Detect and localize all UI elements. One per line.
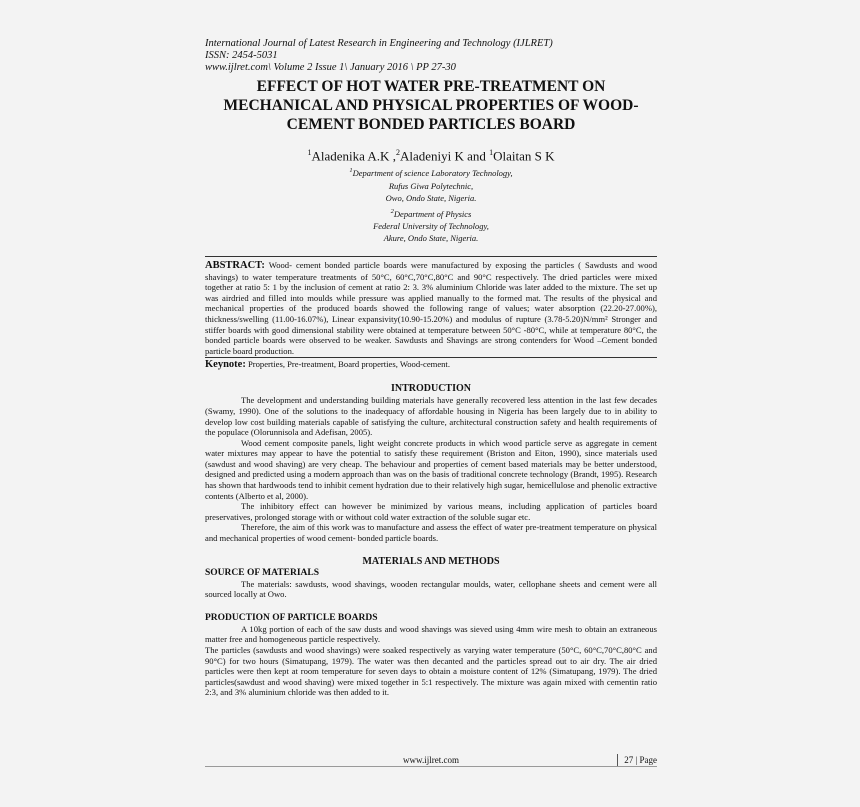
abstract-label: ABSTRACT: bbox=[205, 259, 265, 271]
affiliation-1-line-3: Owo, Ondo State, Nigeria. bbox=[385, 193, 477, 204]
affiliation-2-line-2: Federal University of Technology, bbox=[373, 220, 489, 231]
abstract bbox=[205, 260, 657, 356]
introduction-paragraph-3: The inhibitory effect can however be minimized by various means, including application of particles board preservatives, prolonged storage with or without cold water extraction of the soluble sugar etc. bbox=[205, 501, 657, 522]
author-1: Aladenika A.K , bbox=[311, 148, 396, 164]
affiliation-2-line-1 bbox=[205, 206, 657, 220]
keywords-label: Keynote: bbox=[205, 359, 246, 371]
author-3-affiliation-mark: 1 bbox=[489, 148, 494, 157]
footer-url: www.ijlret.com bbox=[403, 755, 459, 765]
affiliation-1-mark: 1 bbox=[349, 167, 353, 175]
production-heading: PRODUCTION OF PARTICLE BOARDS bbox=[205, 612, 378, 623]
footer-rule bbox=[205, 766, 657, 767]
page-content bbox=[205, 38, 657, 698]
affiliation-2-line-3: Akure, Ondo State, Nigeria. bbox=[383, 233, 479, 244]
author-2: Aladeniyi K and bbox=[399, 148, 490, 164]
affiliation-2-mark: 2 bbox=[390, 207, 394, 215]
methods-heading: MATERIALS AND METHODS bbox=[362, 555, 500, 567]
journal-header bbox=[205, 38, 657, 74]
source-paragraph: The materials: sawdusts, wood shavings, wooden rectangular moulds, water, cellophane sheets and cement were all sourced locally at Owo. bbox=[205, 578, 657, 600]
author-2-affiliation-mark: 2 bbox=[395, 148, 400, 157]
abstract-text: Wood- cement bonded particle boards were manufactured by exposing the particles ( Sawdusts and wood shavings) to water temperature treatments of 50°C, 60°C,70°C,80°C and 90°C respectively. The dried particles were mixed together at ratio 5: 1 by the inclusion of cement at ratio 2: 3. 3% aluminium Chloride was later added to the mixture. The set up was airdried and filled into moulds while pressure was applied manually to the formed mat. The results of the physical and mechanical properties of the produced boards showed the following range of values; water absorption (22.20-27.00%), thickness/swelling (11.00-16.07%), Linear expansivity(10.90-15.20%) and modulus of rupture (3.78-5.20)N/mm² Stronger and stiffer boards with good dimensional stability were obtained at temperature between 50°C -80°C, while at temperature 80°C, the bonded particle boards were observed to be weaker. Sawdusts and Shavings are strong contenders for Wood –Cement bonded particle board production. bbox=[205, 259, 657, 356]
issn: ISSN: 2454-5031 bbox=[205, 50, 278, 61]
affiliations bbox=[205, 165, 657, 245]
source-heading: SOURCE OF MATERIALS bbox=[205, 567, 320, 578]
affiliation-1-department: Department of science Laboratory Technology, bbox=[352, 168, 513, 179]
page-footer bbox=[205, 754, 657, 766]
introduction-paragraph-2: Wood cement composite panels, light weight concrete products in which wood particle serve as aggregate in cement water mixtures may appear to have the potential to satisfy these requirement (Briston and Eiton, 1990), since materials used (sawdust and wood shaving) are very cheap. The behaviour and properties of cement based materials may be better understood, designed and predicted using a modern approach than was on the basis of traditional concrete technology (Brandt, 1995). Research has shown that hardwoods tend to inhibit cement hydration due to their relatively high sugar, hemicellulose and phenolic extractive contents (Alberto et al, 2000). bbox=[205, 437, 657, 501]
page-number: 27 | Page bbox=[617, 754, 657, 766]
author-3: Olaitan S K bbox=[493, 148, 555, 164]
author-list bbox=[205, 148, 657, 164]
journal-name: International Journal of Latest Research in Engineering and Technology (IJLRET) bbox=[205, 38, 553, 49]
abstract-box bbox=[205, 256, 657, 358]
issue-info: www.ijlret.com\ Volume 2 Issue 1\ January 2016 \ PP 27-30 bbox=[205, 62, 456, 73]
keywords bbox=[205, 358, 657, 371]
introduction-paragraph-1: The development and understanding building materials have generally recovered less attention in the last few decades (Swamy, 1990). One of the solutions to the inadequacy of affordable housing in Nigeria has been largely due to in ability to develop low cost building materials capable of satisfying the culture, architectural construction safety and health requirements of the populace (Olorunnisola and Adefisan, 2005). bbox=[205, 395, 657, 438]
introduction-paragraph-4: Therefore, the aim of this work was to manufacture and assess the effect of water pre-treatment temperature on physical and mechanical properties of wood cement- bonded particle boards. bbox=[205, 522, 657, 544]
production-paragraph-1: A 10kg portion of each of the saw dusts and wood shavings was sieved using 4mm wire mesh to obtain an extraneous matter free and homogeneous particle respectively. bbox=[205, 623, 657, 645]
production-paragraph-2: The particles (sawdusts and wood shavings) were soaked respectively as varying water temperature (50°C, 60°C,70°C,80°C and 90°C) for two hours (Simatupang, 1979). The water was then decanted and the particles spread out to air dry. The air dried particles were then kept at room temperature for seven days to obtain a moisture content of 12% (Simatupang, 1979). The dried particles(sawdust and wood shaving) were mixed together in 5:1 respectively. The mixture was again mixed with cementin ratio 2:3, and 3% aluminium chloride was then added to it. bbox=[205, 645, 657, 698]
affiliation-1-line-1 bbox=[205, 165, 657, 179]
author-1-affiliation-mark: 1 bbox=[307, 148, 312, 157]
affiliation-2-department: Department of Physics bbox=[393, 208, 472, 219]
affiliation-1-line-2: Rufus Giwa Polytechnic, bbox=[388, 180, 474, 191]
keywords-text: Properties, Pre-treatment, Board properties, Wood-cement. bbox=[245, 359, 450, 370]
introduction-heading: INTRODUCTION bbox=[390, 383, 471, 395]
paper-title: EFFECT OF HOT WATER PRE-TREATMENT ON MECHANICAL AND PHYSICAL PROPERTIES OF WOOD-CEMENT BONDED PARTICLES BOARD bbox=[223, 78, 639, 133]
